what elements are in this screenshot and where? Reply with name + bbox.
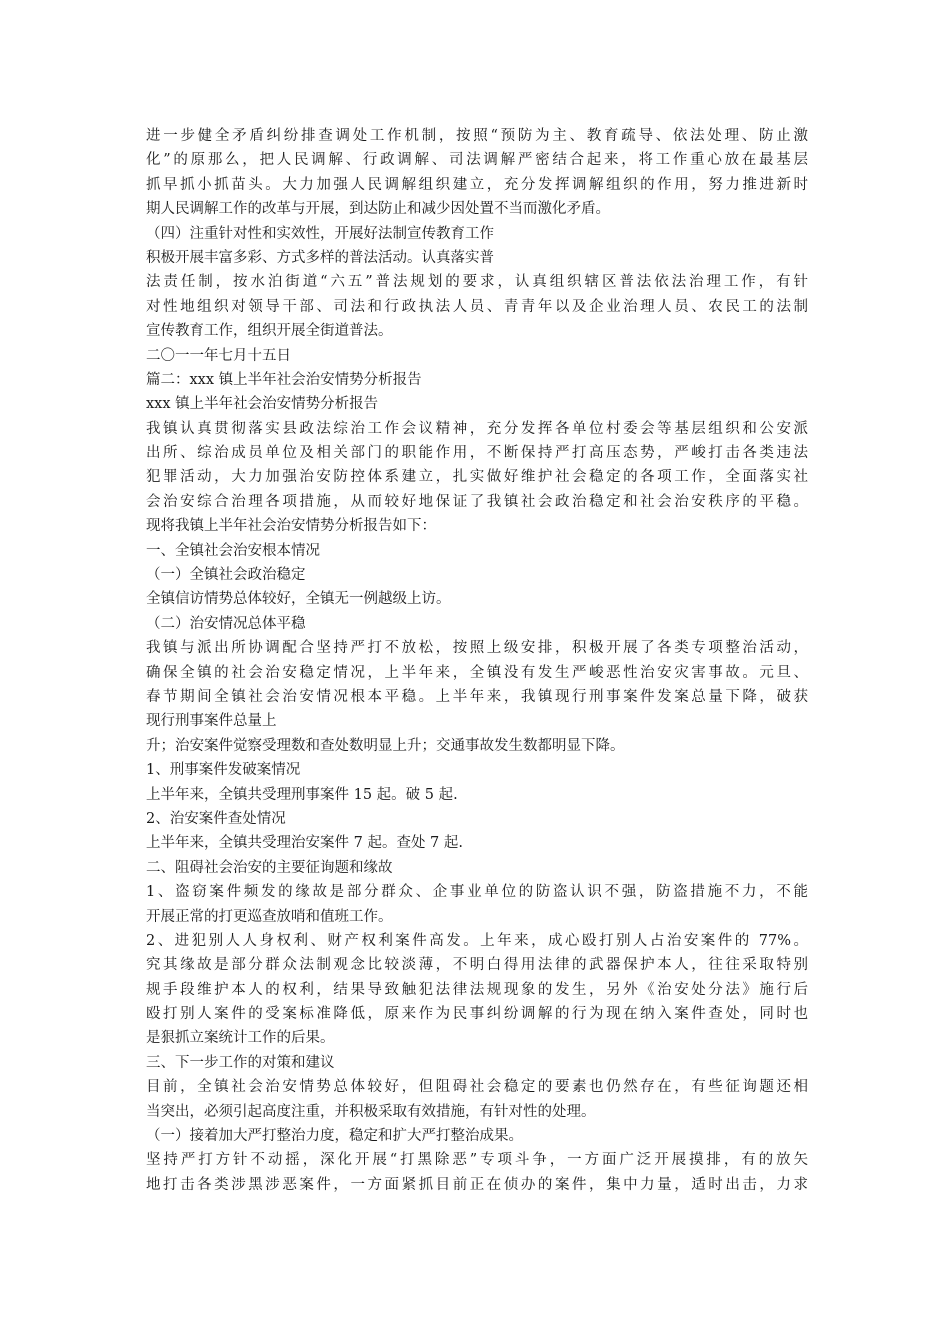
text-line: （四）注重针对性和实效性，开展好法制宣传教育工作 — [146, 225, 494, 242]
text-line: 进一步健全矛盾纠纷排查调处工作机制，按照“预防为主、教育疏导、依法处理、防止激 — [146, 128, 808, 144]
text-line: 上半年来，全镇共受理治安案件 7 起。查处 7 起. — [146, 835, 463, 852]
text-line: 地打击各类涉黑涉恶案件，一方面紧抓目前正在侦办的案件，集中力量，适时出击，力求 — [146, 1176, 808, 1193]
text-line: 全镇信访情势总体较好，全镇无一例越级上访。 — [146, 591, 451, 608]
text-line: 是狠抓立案统计工作的后果。 — [146, 1030, 335, 1047]
text-line: 三、下一步工作的对策和建议 — [146, 1054, 335, 1071]
text-line: 1、刑事案件发破案情况 — [146, 762, 301, 779]
text-line: 上半年来，全镇共受理刑事案件 15 起。破 5 起. — [146, 786, 458, 803]
text-line: 我镇认真贯彻落实县政法综治工作会议精神，充分发挥各单位村委会等基层组织和公安派 — [146, 420, 808, 437]
text-line: 出所、综治成员单位及相关部门的职能作用，不断保持严打高压态势，严峻打击各类违法 — [146, 445, 808, 462]
document-page — [146, 124, 808, 1197]
text-line: xxx 镇上半年社会治安情势分析报告 — [146, 396, 379, 413]
text-line: 积极开展丰富多彩、方式多样的普法活动。认真落实普 — [146, 249, 494, 266]
text-line: 期人民调解工作的改革与开展，到达防止和减少因处置不当而激化矛盾。 — [146, 201, 610, 218]
text-line: 法责任制，按水泊街道“六五”普法规划的要求，认真组织辖区普法依法治理工作，有针 — [146, 274, 808, 291]
text-line: 篇二：xxx 镇上半年社会治安情势分析报告 — [146, 371, 422, 388]
text-line: 对性地组织对领导干部、司法和行政执法人员、青青年以及企业治理人员、农民工的法制 — [146, 298, 808, 315]
text-line: 宣传教育工作，组织开展全街道普法。 — [146, 323, 393, 340]
text-line: 规手段维护本人的权利，结果导致触犯法律法规现象的发生，另外《治安处分法》施行后 — [146, 981, 808, 998]
text-line: 春节期间全镇社会治安情况根本平稳。上半年来，我镇现行刑事案件发案总量下降，破获 — [146, 688, 808, 705]
text-line: 抓早抓小抓苗头。大力加强人民调解组织建立，充分发挥调解组织的作用，努力推进新时 — [146, 176, 808, 193]
text-line: 一、全镇社会治安根本情况 — [146, 542, 320, 559]
text-line: 目前，全镇社会治安情势总体较好，但阻碍社会稳定的要素也仍然存在，有些征询题还相 — [146, 1079, 808, 1096]
text-line: 二、阻碍社会治安的主要征询题和缘故 — [146, 859, 393, 876]
text-line: 化”的原那么，把人民调解、行政调解、司法调解严密结合起来，将工作重心放在最基层 — [146, 152, 808, 169]
text-line: 究其缘故是部分群众法制观念比较淡薄，不明白得用法律的武器保护本人，往往采取特别 — [146, 957, 808, 974]
text-line: 现行刑事案件总量上 — [146, 713, 277, 730]
text-line: 2、进犯别人人身权利、财产权利案件高发。上年来，成心殴打别人占治安案件的 77%。 — [146, 932, 808, 949]
text-line: 当突出，必须引起高度注重，并积极采取有效措施，有针对性的处理。 — [146, 1103, 596, 1120]
text-line: 我镇与派出所协调配合坚持严打不放松，按照上级安排，积极开展了各类专项整治活动， — [146, 640, 808, 657]
text-line: 二〇一一年七月十五日 — [146, 347, 291, 364]
text-line: （一）全镇社会政治稳定 — [146, 567, 306, 584]
text-line: 会治安综合治理各项措施，从而较好地保证了我镇社会政治稳定和社会治安秩序的平稳。 — [146, 493, 808, 510]
text-line: （一）接着加大严打整治力度，稳定和扩大严打整治成果。 — [146, 1128, 523, 1145]
text-line: 殴打别人案件的受案标准降低，原来作为民事纠纷调解的行为现在纳入案件查处，同时也 — [146, 1006, 808, 1023]
text-line: 坚持严打方针不动摇，深化开展“打黑除恶”专项斗争，一方面广泛开展摸排，有的放矢 — [146, 1152, 808, 1169]
text-line: 开展正常的打更巡查放哨和值班工作。 — [146, 908, 393, 925]
text-line: 2、治安案件查处情况 — [146, 810, 286, 827]
text-line: 1、盗窃案件频发的缘故是部分群众、企事业单位的防盗认识不强，防盗措施不力，不能 — [146, 884, 808, 901]
text-line: （二）治安情况总体平稳 — [146, 615, 306, 632]
text-line: 确保全镇的社会治安稳定情况，上半年来，全镇没有发生严峻恶性治安灾害事故。元旦、 — [146, 664, 808, 681]
text-line: 现将我镇上半年社会治安情势分析报告如下： — [146, 518, 436, 535]
text-line: 升；治安案件觉察受理数和查处数明显上升；交通事故发生数都明显下降。 — [146, 737, 625, 754]
text-line: 犯罪活动，大力加强治安防控体系建立，扎实做好维护社会稳定的各项工作，全面落实社 — [146, 469, 808, 486]
